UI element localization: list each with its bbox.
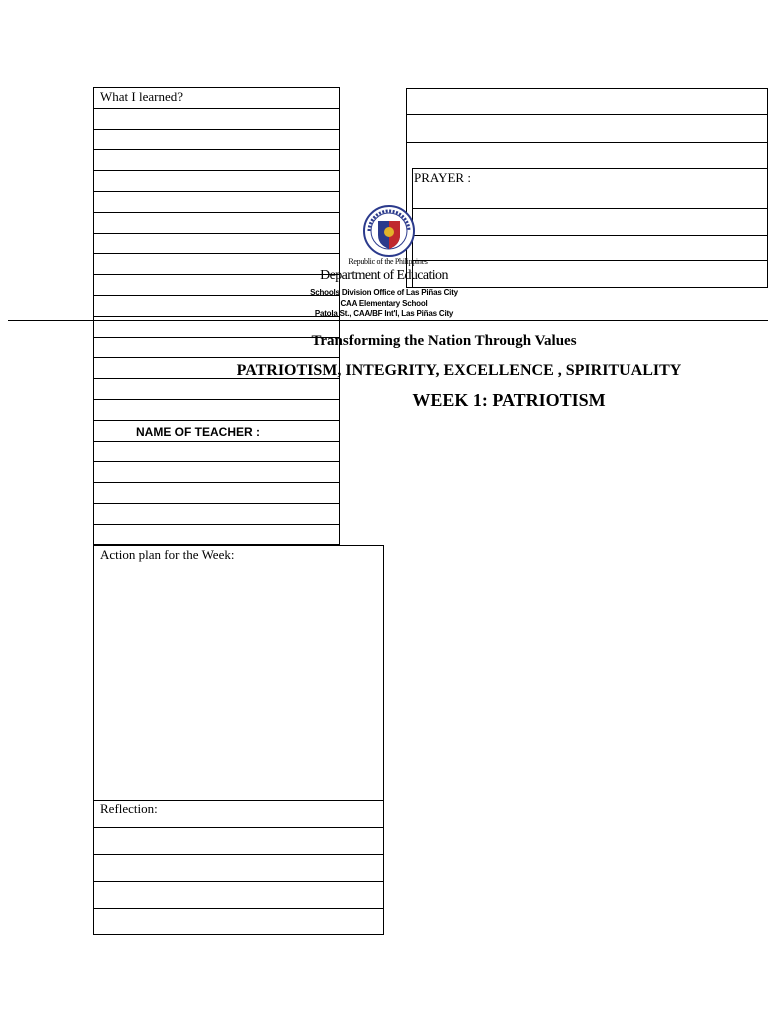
- reflection-line-4: [93, 908, 384, 909]
- core-values-text: PATRIOTISM, INTEGRITY, EXCELLENCE , SPIRITUALITY: [236, 362, 682, 379]
- learned-row-line: [93, 149, 340, 150]
- school-text: CAA Elementary School: [340, 299, 428, 308]
- reflection-line-1: [93, 827, 384, 828]
- prayer-row-line: [412, 235, 768, 236]
- prayer-row-line: [412, 168, 768, 169]
- name-of-teacher-label: NAME OF TEACHER :: [136, 425, 260, 439]
- learned-row-line: [93, 357, 340, 358]
- reflection-line-2: [93, 854, 384, 855]
- learned-row-line: [93, 129, 340, 130]
- learned-row-line: [93, 108, 340, 109]
- learned-row-line: [93, 482, 340, 483]
- learned-row-line: [93, 524, 340, 525]
- department-text: Department of Education: [320, 268, 448, 283]
- learned-row-line: [93, 503, 340, 504]
- learned-row-line: [93, 170, 340, 171]
- deped-seal-icon: [363, 205, 415, 257]
- learned-row-line: [93, 441, 340, 442]
- learned-row-line: [93, 420, 340, 421]
- learned-row-line: [93, 253, 340, 254]
- address-text: Patola St., CAA/BF Int'l, Las Piñas City: [314, 309, 454, 318]
- learned-row-line: [93, 212, 340, 213]
- what-i-learned-label: What I learned?: [100, 89, 184, 104]
- action-plan-label: Action plan for the Week:: [100, 547, 235, 562]
- learned-row-line: [93, 191, 340, 192]
- reflection-line-3: [93, 881, 384, 882]
- reflection-label: Reflection:: [100, 801, 158, 816]
- prayer-row-line: [412, 208, 768, 209]
- learned-row-line: [93, 233, 340, 234]
- action-plan-box: [93, 545, 384, 935]
- prayer-label: PRAYER :: [414, 170, 471, 185]
- page-divider: [8, 320, 768, 321]
- prayer-row-line: [406, 142, 768, 143]
- division-text: Schools Division Office of Las Piñas City: [310, 288, 458, 297]
- week-title: WEEK 1: PATRIOTISM: [412, 390, 606, 410]
- prayer-row-line: [406, 114, 768, 115]
- republic-text: Republic of the Philippines: [348, 257, 428, 266]
- learned-row-line: [93, 461, 340, 462]
- tagline-text: Transforming the Nation Through Values: [311, 333, 577, 349]
